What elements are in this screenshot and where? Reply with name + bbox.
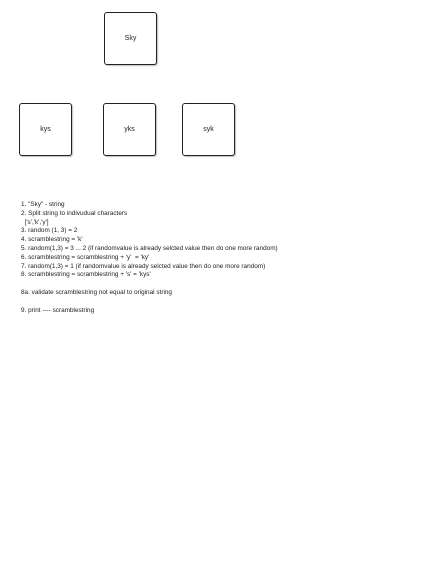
note-line-4: 4. scramblestring = 'k' xyxy=(21,236,83,244)
note-spacer xyxy=(21,280,283,289)
note-line-3: 3. random (1, 3) = 2 xyxy=(21,227,78,235)
node-sky-label: Sky xyxy=(124,35,137,42)
note-line-2-array: ['s','k','y'] xyxy=(21,218,49,226)
note-line-1: 1. "Sky" - string xyxy=(21,201,65,208)
note-line-5: 5. random(1,3) = 3 ... 2 (if randomvalue is already selcted value then do one more random) xyxy=(21,244,278,252)
node-kys-label: kys xyxy=(40,126,51,133)
node-yks xyxy=(103,103,156,156)
note-line-9: 9. print ---- scramblestring xyxy=(21,306,95,314)
node-syk xyxy=(182,103,235,156)
algorithm-notes xyxy=(21,201,283,315)
note-line-8: 8. scramblestring = scramblestring + 's' = 'kys' xyxy=(21,271,151,279)
note-line-8a: 8a. validate scramblestring not equal to original string xyxy=(21,288,172,296)
note-line-7: 7. random(1,3) = 1 (if randomvalue is already selcted value then do one more random) xyxy=(21,262,266,270)
note-line-6: 6. scramblestring = scramblestring + 'y' = 'ky' xyxy=(21,253,150,261)
note-line-2: 2. Split string to indivudual characters xyxy=(21,209,128,217)
node-sky xyxy=(104,12,157,65)
node-yks-label: yks xyxy=(124,126,135,133)
node-kys xyxy=(19,103,72,156)
node-syk-label: syk xyxy=(203,126,214,133)
note-spacer xyxy=(21,298,283,307)
